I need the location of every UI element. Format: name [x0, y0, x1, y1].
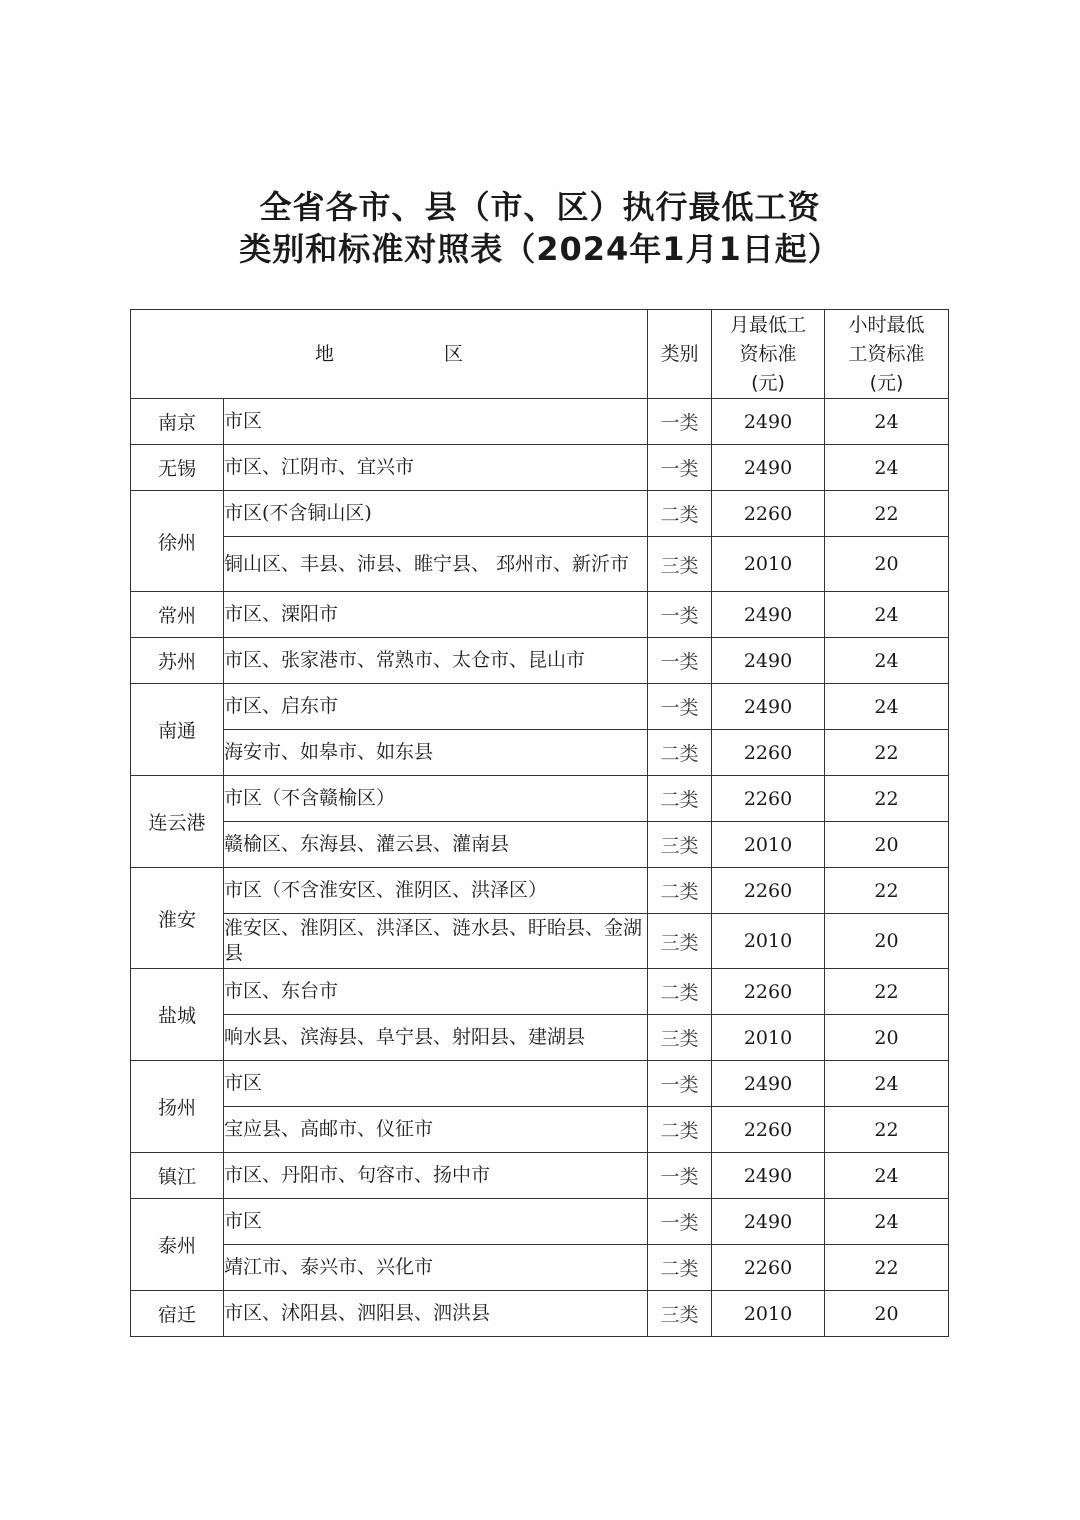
area-cell: 市区、沭阳县、泗阳县、泗洪县: [224, 1291, 648, 1337]
category-cell: 三类: [648, 1015, 712, 1061]
category-cell: 三类: [648, 537, 712, 592]
table-row: [131, 1061, 949, 1107]
category-cell: 一类: [648, 592, 712, 638]
document-title-line-1: 全省各市、县（市、区）执行最低工资: [259, 188, 821, 226]
area-cell: 市区: [224, 1199, 648, 1245]
city-cell: 泰州: [131, 1199, 224, 1291]
city-cell: 苏州: [131, 638, 224, 684]
hourly-wage-cell: 22: [825, 868, 949, 914]
area-cell: 赣榆区、东海县、灌云县、灌南县: [224, 822, 648, 868]
header-hourly-line-3: (元): [869, 371, 904, 394]
monthly-wage-cell: 2260: [712, 1107, 825, 1153]
hourly-wage-cell: 22: [825, 1107, 949, 1153]
table-row: [131, 537, 949, 592]
category-cell: 二类: [648, 1245, 712, 1291]
area-cell: 海安市、如皋市、如东县: [224, 730, 648, 776]
hourly-wage-cell: 24: [825, 1061, 949, 1107]
header-category: 类别: [648, 310, 712, 399]
category-cell: 二类: [648, 776, 712, 822]
category-cell: 二类: [648, 491, 712, 537]
area-cell: 市区、江阴市、宜兴市: [224, 445, 648, 491]
category-cell: 二类: [648, 730, 712, 776]
category-cell: 二类: [648, 969, 712, 1015]
category-cell: 一类: [648, 1199, 712, 1245]
monthly-wage-cell: 2490: [712, 399, 825, 445]
header-region-right: 区: [444, 342, 464, 365]
category-cell: 三类: [648, 1291, 712, 1337]
category-cell: 一类: [648, 1153, 712, 1199]
monthly-wage-cell: 2010: [712, 1015, 825, 1061]
table-row: [131, 592, 949, 638]
table-row: [131, 1107, 949, 1153]
table-row: [131, 914, 949, 969]
hourly-wage-cell: 20: [825, 1291, 949, 1337]
hourly-wage-cell: 22: [825, 969, 949, 1015]
monthly-wage-cell: 2260: [712, 1245, 825, 1291]
monthly-wage-cell: 2010: [712, 914, 825, 969]
area-cell: 市区、东台市: [224, 969, 648, 1015]
category-cell: 一类: [648, 445, 712, 491]
header-region: [131, 310, 648, 399]
header-monthly-line-2: 资标准: [739, 342, 797, 365]
hourly-wage-cell: 22: [825, 1245, 949, 1291]
monthly-wage-cell: 2260: [712, 491, 825, 537]
area-cell: 市区（不含赣榆区）: [224, 776, 648, 822]
header-monthly-wage: [712, 310, 825, 399]
hourly-wage-cell: 22: [825, 776, 949, 822]
hourly-wage-cell: 20: [825, 914, 949, 969]
hourly-wage-cell: 20: [825, 537, 949, 592]
city-cell: 南京: [131, 399, 224, 445]
area-cell: 市区（不含淮安区、淮阴区、洪泽区）: [224, 868, 648, 914]
city-cell: 盐城: [131, 969, 224, 1061]
hourly-wage-cell: 24: [825, 445, 949, 491]
city-cell: 镇江: [131, 1153, 224, 1199]
monthly-wage-cell: 2010: [712, 537, 825, 592]
area-cell: 淮安区、淮阴区、洪泽区、涟水县、盱眙县、金湖县: [224, 914, 648, 969]
hourly-wage-cell: 24: [825, 399, 949, 445]
category-cell: 一类: [648, 684, 712, 730]
category-cell: 二类: [648, 1107, 712, 1153]
table-row: [131, 1153, 949, 1199]
hourly-wage-cell: 22: [825, 730, 949, 776]
header-monthly-line-3: (元): [751, 371, 785, 394]
table-row: [131, 868, 949, 914]
monthly-wage-cell: 2260: [712, 868, 825, 914]
hourly-wage-cell: 24: [825, 592, 949, 638]
city-cell: 宿迁: [131, 1291, 224, 1337]
table-row: [131, 822, 949, 868]
city-cell: 常州: [131, 592, 224, 638]
category-cell: 一类: [648, 399, 712, 445]
category-cell: 二类: [648, 868, 712, 914]
area-cell: 市区: [224, 1061, 648, 1107]
area-cell: 市区、丹阳市、句容市、扬中市: [224, 1153, 648, 1199]
header-region-left: 地: [314, 342, 334, 365]
city-cell: 连云港: [131, 776, 224, 868]
table-row: [131, 684, 949, 730]
table-row: [131, 638, 949, 684]
hourly-wage-cell: 24: [825, 638, 949, 684]
area-cell: 市区、溧阳市: [224, 592, 648, 638]
area-cell: 市区(不含铜山区): [224, 491, 648, 537]
monthly-wage-cell: 2490: [712, 592, 825, 638]
monthly-wage-cell: 2260: [712, 730, 825, 776]
hourly-wage-cell: 24: [825, 1153, 949, 1199]
monthly-wage-cell: 2260: [712, 776, 825, 822]
monthly-wage-cell: 2490: [712, 684, 825, 730]
city-cell: 无锡: [131, 445, 224, 491]
category-cell: 三类: [648, 914, 712, 969]
category-cell: 三类: [648, 822, 712, 868]
minimum-wage-table: [130, 309, 949, 1337]
header-hourly-line-2: 工资标准: [848, 342, 925, 365]
monthly-wage-cell: 2010: [712, 822, 825, 868]
table-row: [131, 491, 949, 537]
hourly-wage-cell: 24: [825, 1199, 949, 1245]
category-cell: 一类: [648, 1061, 712, 1107]
monthly-wage-cell: 2490: [712, 445, 825, 491]
area-cell: 宝应县、高邮市、仪征市: [224, 1107, 648, 1153]
area-cell: 响水县、滨海县、阜宁县、射阳县、建湖县: [224, 1015, 648, 1061]
monthly-wage-cell: 2490: [712, 1199, 825, 1245]
header-monthly-line-1: 月最低工: [729, 313, 806, 336]
table-row: [131, 1245, 949, 1291]
city-cell: 徐州: [131, 491, 224, 592]
city-cell: 淮安: [131, 868, 224, 969]
table-row: [131, 445, 949, 491]
area-cell: 靖江市、泰兴市、兴化市: [224, 1245, 648, 1291]
header-hourly-line-1: 小时最低: [848, 313, 925, 336]
table-row: [131, 1015, 949, 1061]
table-row: [131, 776, 949, 822]
monthly-wage-cell: 2490: [712, 1153, 825, 1199]
table-row: [131, 730, 949, 776]
area-cell: 市区、启东市: [224, 684, 648, 730]
city-cell: 南通: [131, 684, 224, 776]
area-cell: 市区、张家港市、常熟市、太仓市、昆山市: [224, 638, 648, 684]
hourly-wage-cell: 20: [825, 822, 949, 868]
category-cell: 一类: [648, 638, 712, 684]
monthly-wage-cell: 2490: [712, 1061, 825, 1107]
document-title-line-2: 类别和标准对照表（2024年1月1日起）: [239, 230, 841, 268]
hourly-wage-cell: 24: [825, 684, 949, 730]
area-cell: 铜山区、丰县、沛县、睢宁县、 邳州市、新沂市: [224, 537, 648, 592]
table-row: [131, 399, 949, 445]
header-hourly-wage: [825, 310, 949, 399]
hourly-wage-cell: 22: [825, 491, 949, 537]
monthly-wage-cell: 2490: [712, 638, 825, 684]
table-row: [131, 1199, 949, 1245]
city-cell: 扬州: [131, 1061, 224, 1153]
hourly-wage-cell: 20: [825, 1015, 949, 1061]
table-row: [131, 1291, 949, 1337]
table-row: [131, 969, 949, 1015]
area-cell: 市区: [224, 399, 648, 445]
monthly-wage-cell: 2260: [712, 969, 825, 1015]
monthly-wage-cell: 2010: [712, 1291, 825, 1337]
